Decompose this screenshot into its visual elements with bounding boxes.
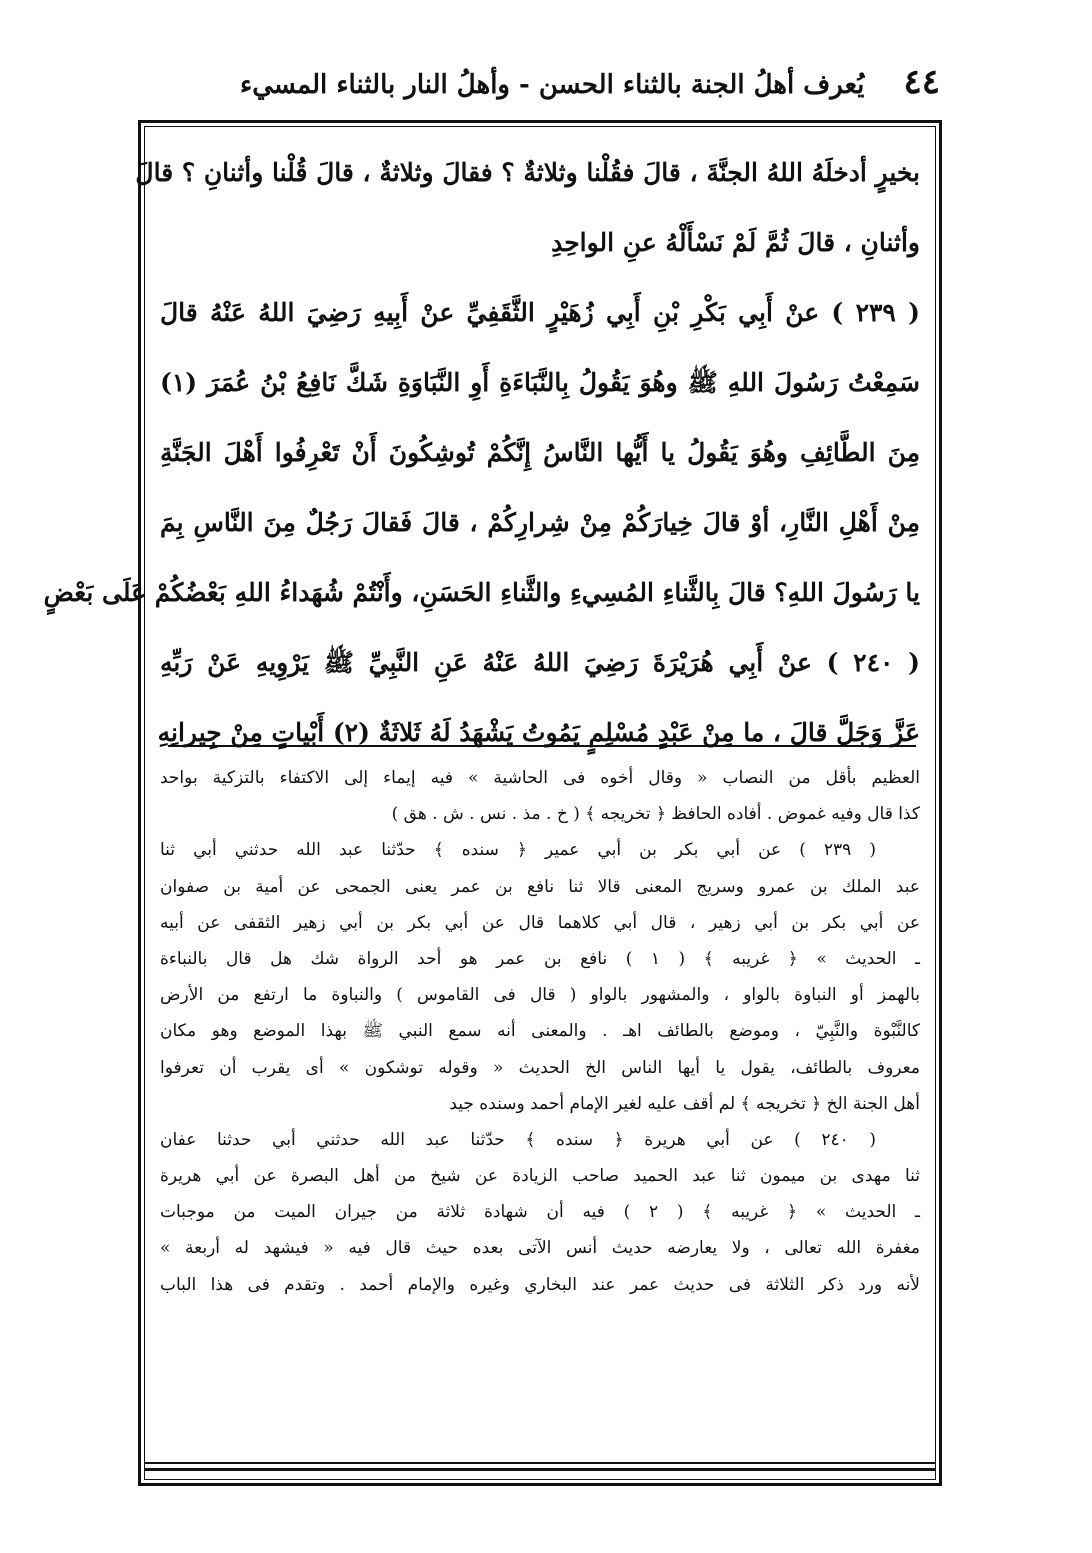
footnote-line: أهل الجنة الخ ﴿ تخريجه ﴾ لم أقف عليه لغير الإمام أحمد وسنده جيد (449, 1093, 920, 1114)
main-line: يا رَسُولَ اللهِ؟ قالَ بِالثَّناءِ المُسِيءِ والثَّناءِ الحَسَنِ، وأَنْتُمْ شُهَداءُ اللهِ بَعْضُكُمْ عَلَى بَعْضٍ (43, 578, 920, 607)
footnote-line: لأنه ورد ذكر الثلاثة فى حديث عمر عند البخاري وغيره والإمام أحمد . وتقدم فى هذا الباب (160, 1274, 920, 1295)
footnote-line: عبد الملك بن عمرو وسريج المعنى قالا ثنا نافع بن عمر يعنى الجمحى عن أمية بن صفوان (160, 876, 920, 897)
main-line: مِنَ الطَّائِفِ وهُوَ يَقُولُ يا أَيُّها النَّاسُ إِنَّكُمْ تُوشِكُونَ أَنْ تَعْرِفُوا أَهْلَ الجَنَّةِ (160, 438, 920, 467)
main-line: ( ٢٣٩ ) عنْ أَبِي بَكْرِ بْنِ أَبِي زُهَيْرٍ الثَّقَفِيِّ عنْ أَبِيهِ رَضِيَ اللهُ عَنْهُ قالَ (160, 298, 920, 327)
main-line: بخيرٍ أدخلَهُ اللهُ الجنَّةَ ، قالَ فقُلْنا وثلاثةٌ ؟ فقالَ وثلاثةٌ ، قالَ قُلْنا وأثنانِ ؟ قالَ (135, 158, 920, 187)
bottom-rule-thick (144, 1468, 936, 1471)
footnotes (160, 760, 920, 1303)
footnote-line: ثنا مهدى بن ميمون ثنا عبد الحميد صاحب الزيادة عن شيخ من أهل البصرة عن أبي هريرة (160, 1166, 920, 1187)
footnote-line: معروف بالطائف، يقول يا أيها الناس الخ الحديث « وقوله توشكون » أى يقرب أن تعرفوا (160, 1057, 920, 1078)
running-title: يُعرف أهلُ الجنة بالثناء الحسن - وأهلُ النار بالثناء المسيء (240, 70, 865, 100)
main-line: مِنْ أَهْلِ النَّارِ، أوْ قالَ خِيارَكُمْ مِنْ شِرارِكُمْ ، قالَ فَقالَ رَجُلٌ مِنَ النَّاسِ بِمَ (160, 508, 920, 537)
footnote-line: عن أبي بكر بن أبي زهير ، قال أبي كلاهما قال عن أبي بكر بن أبي زهير الثقفى عن أبيه (160, 912, 920, 933)
footnote-line: كالنَّبْوة والنَّبِيّ ، وموضع بالطائف اهـ . والمعنى أنه سمع النبي ﷺ بهذا الموضع وهو مكان (160, 1021, 920, 1042)
footnote-line: ( ٢٣٩ ) عن أبي بكر بن أبي عمير ﴿ سنده ﴾ حدّثنا عبد الله حدثني أبي ثنا (160, 840, 876, 861)
bottom-rule (144, 1462, 936, 1464)
main-line: عَزَّ وَجَلَّ قالَ ، ما مِنْ عَبْدٍ مُسْلِمٍ يَمُوتُ يَشْهَدُ لَهُ ثَلاثَةٌ (٢) أَبْياتٍ مِنْ جِيرانِهِ (157, 718, 920, 747)
main-line: سَمِعْتُ رَسُولَ اللهِ ﷺ وهُوَ يَقُولُ بِالنَّبَاءَةِ أَوِ النَّبَاوَةِ شَكَّ نَافِعُ بْنُ عُمَرَ (١) (160, 368, 920, 397)
footnote-line: مغفرة الله تعالى ، ولا يعارضه حديث أنس الآتى بعده حيث قال فيه « فيشهد له أربعة » (160, 1238, 920, 1259)
hadith-text (43, 138, 920, 768)
footnote-line: كذا قال وفيه غموض . أفاده الحافظ ﴿ تخريجه ﴾ ( خ . مذ . نس . ش . هق ) (391, 804, 920, 825)
page-number: ٤٤ (903, 62, 940, 102)
footnote-line: العظيم بأقل من النصاب « وقال أخوه فى الحاشية » فيه إيماء إلى الاكتفاء بالتزكية بواحد (160, 768, 920, 788)
footnote-line: ـ الحديث » ﴿ غريبه ﴾ ( ٢ ) فيه أن شهادة ثلاثة من جيران الميت من موجبات (160, 1202, 920, 1223)
footnote-line: ـ الحديث » ﴿ غريبه ﴾ ( ١ ) نافع بن عمر هو أحد الرواة شك هل قال بالنباءة (160, 948, 920, 969)
main-line: ( ٢٤٠ ) عنْ أَبِي هُرَيْرَةَ رَضِيَ اللهُ عَنْهُ عَنِ النَّبِيِّ ﷺ يَرْوِيهِ عَنْ رَبِّهِ (160, 648, 920, 677)
footnote-divider (168, 745, 916, 747)
page-header (150, 58, 940, 114)
footnote-line: بالهمز أو النباوة بالواو ، والمشهور بالواو ( قال فى القاموس ) والنباوة ما ارتفع من الأرض (160, 985, 920, 1006)
footnote-line: ( ٢٤٠ ) عن أبي هريرة ﴿ سنده ﴾ حدّثنا عبد الله حدثني أبي حدثنا عفان (160, 1129, 877, 1150)
main-line: وأثنانِ ، قالَ ثُمَّ لَمْ نَسْأَلْهُ عنِ الواحِدِ (551, 228, 920, 257)
